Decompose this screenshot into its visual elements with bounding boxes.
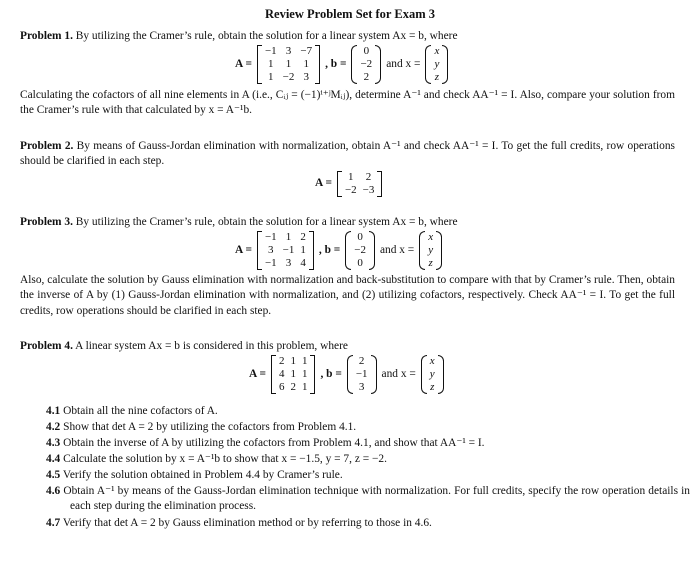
problem4-A-label: A =: [249, 367, 266, 380]
problem4-item: 4.1 Obtain all the nine cofactors of A.: [46, 405, 218, 417]
problem1-label: Problem 1.: [20, 30, 73, 42]
problem4-item: 4.3 Obtain the inverse of A by utilizing the cofactors from Problem 4.1, and show that AA⁻¹ = I.: [46, 437, 485, 449]
problem2-A-label: A =: [315, 177, 332, 190]
problem4-statement: [20, 339, 675, 354]
problem1-b-label: , b =: [325, 57, 347, 70]
problem1-statement: [20, 29, 675, 44]
problem4-item: 4.5 Verify the solution obtained in Problem 4.4 by Cramer’s rule.: [46, 469, 343, 481]
problem3-x-label: and x =: [379, 243, 415, 256]
problem2-text: By means of Gauss-Jordan elimination with normalization, obtain A⁻¹ and check AA⁻¹ = I. To get the full credits, row operations should be clarified in each step.: [20, 140, 675, 168]
problem3-vector-x: x y z: [419, 231, 442, 270]
problem1-vector-b: 0 −2 2: [351, 45, 381, 84]
problem4-label: Problem 4.: [20, 340, 73, 352]
problem1-vector-x: x y z: [425, 45, 448, 84]
problem1-instructions: Calculating the cofactors of all nine elements in A (i.e., Cᵢⱼ = (−1)ⁱ⁺ʲMᵢⱼ), determine A⁻¹ and check AA⁻¹ = I. Also, compare your solution from the Cramer’s rule with that calculated by x = A⁻¹b.: [20, 89, 675, 117]
problem3-vector-b: 0 −2 0: [345, 231, 375, 270]
problem4-equation: [246, 355, 446, 394]
problem3-statement: [20, 215, 675, 230]
problem1-equation: [232, 45, 450, 84]
problem4-item: 4.7 Verify that det A = 2 by Gauss elimination method or by referring to those in 4.6.: [46, 517, 432, 529]
problem3-A-label: A =: [235, 243, 252, 256]
problem3-equation: [232, 231, 444, 270]
problem4-text: A linear system Ax = b is considered in this problem, where: [75, 340, 348, 352]
document-title: Review Problem Set for Exam 3: [265, 7, 435, 21]
problem4-item: 4.4 Calculate the solution by x = A⁻¹b to show that x = −1.5, y = 7, z = −2.: [46, 453, 387, 465]
problem4-vector-b: 2 −1 3: [347, 355, 377, 394]
problem2-statement: [20, 139, 675, 170]
problem2-matrix-A: 1 2 −2 −3: [337, 171, 382, 197]
problem3-instructions: Also, calculate the solution by Gauss elimination with normalization and back-substitution to compare with that by Cramer’s rule. Then, obtain the inverse of A by (1) Gauss-Jordan elimination with normalization, and (2) utilizing cofactors, respectively. Check AA⁻¹ = I. To get the full credits, row operations should be clarified in each step.: [20, 274, 675, 317]
problem4-b-label: , b =: [320, 367, 342, 380]
problem1-matrix-A: −1 3 −7 1 1 1 1 −2 3: [257, 45, 320, 84]
problem4-item: 4.2 Show that det A = 2 by utilizing the cofactors from Problem 4.1.: [46, 421, 357, 433]
problem4-x-label: and x =: [381, 367, 416, 380]
problem4-vector-x: x y z: [421, 355, 444, 394]
problem3-matrix-A: −1 1 2 3 −1 1 −1 3 4: [257, 231, 314, 270]
problem2-label: Problem 2.: [20, 140, 74, 152]
problem1-text: By utilizing the Cramer’s rule, obtain the solution for a linear system Ax = b, where: [75, 30, 458, 42]
problem2-equation: [312, 171, 384, 197]
problem1-x-label: and x =: [386, 57, 421, 70]
problem3-label: Problem 3.: [20, 216, 73, 228]
problem1-A-label: A =: [235, 57, 252, 70]
problem3-b-label: , b =: [318, 243, 341, 256]
problem4-item: 4.6 Obtain A⁻¹ by means of the Gauss-Jordan elimination technique with normalization. For full credits, specify the row operation details in each step during the elimination process.: [46, 485, 690, 513]
problem4-matrix-A: 2 1 1 4 1 1 6 2 1: [271, 355, 316, 394]
problem3-text: By utilizing the Cramer’s rule, obtain the solution for a linear system Ax = b, where: [75, 216, 458, 228]
